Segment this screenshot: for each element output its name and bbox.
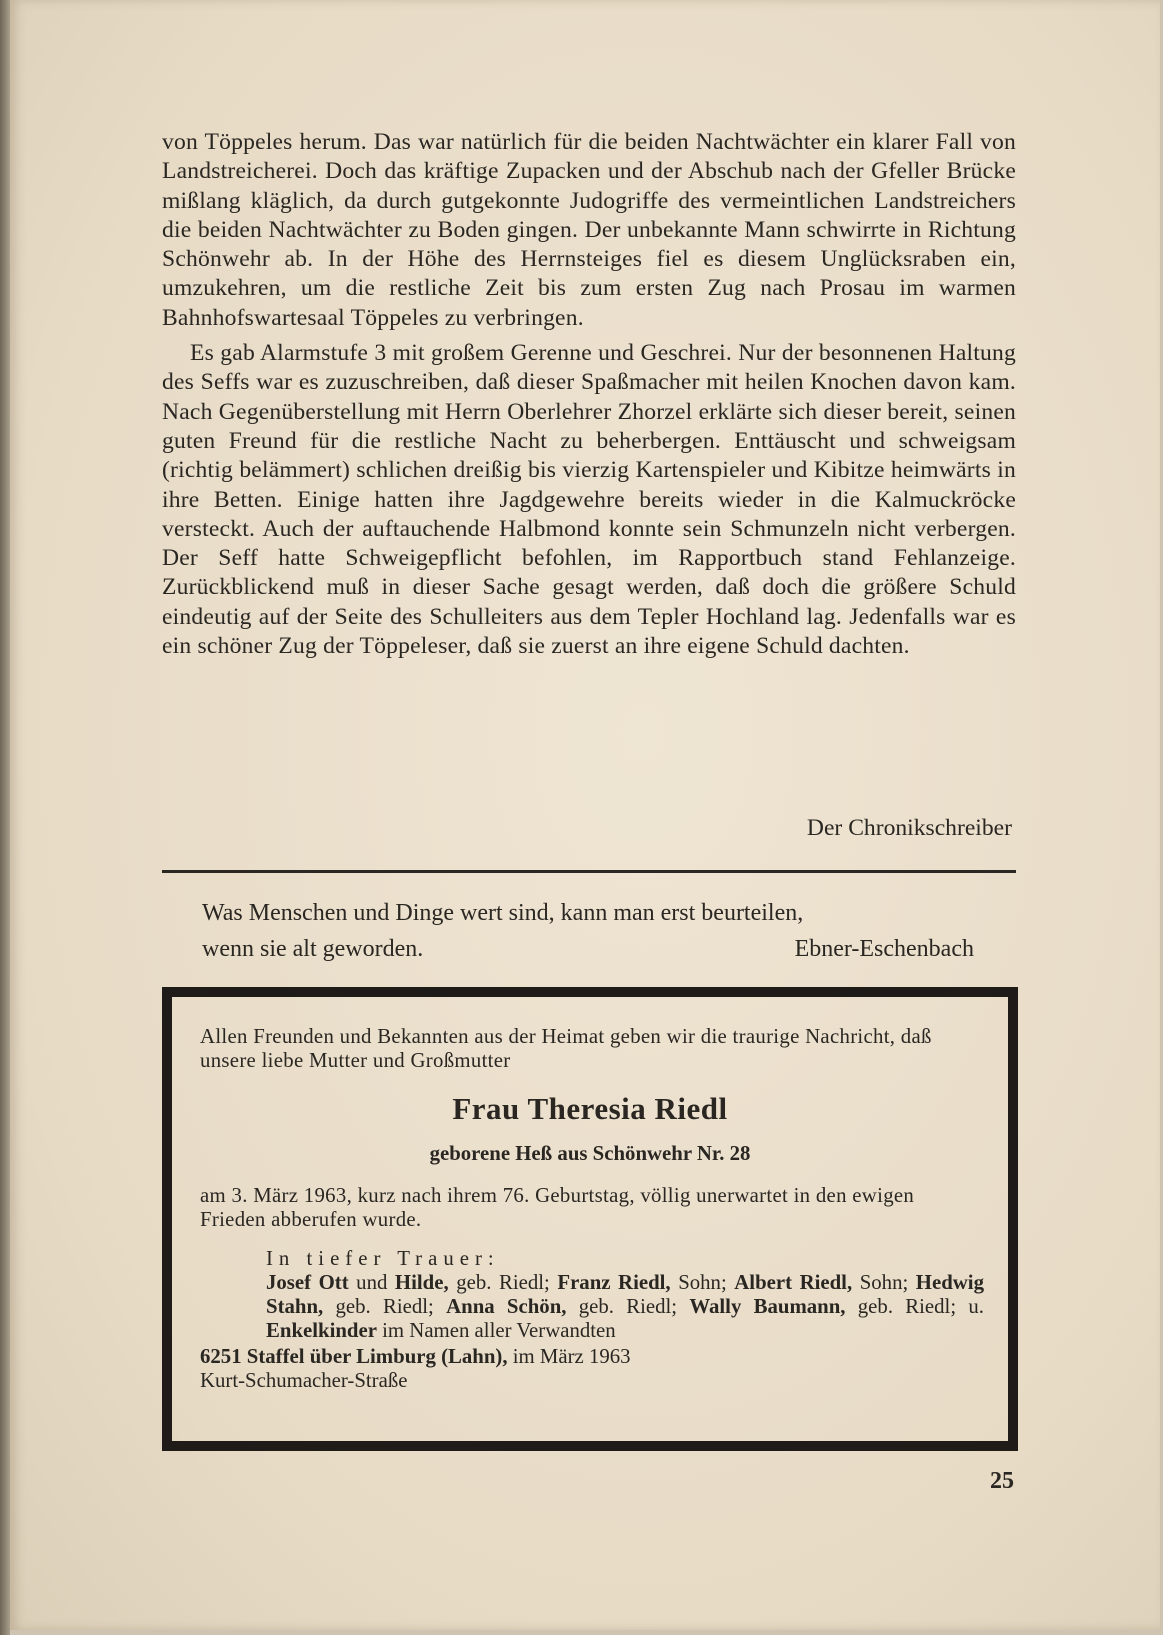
mourner-relation: geb. Riedl; u.: [845, 1295, 984, 1318]
address-location: 6251 Staffel über Limburg (Lahn),: [200, 1345, 508, 1368]
deceased-birth-info: geborene Heß aus Schönwehr Nr. 28: [429, 1142, 751, 1165]
quote-author: Ebner-Eschenbach: [794, 936, 974, 962]
address-date: im März 1963: [507, 1345, 631, 1368]
mourning-heading: In tiefer Trauer:: [266, 1247, 500, 1270]
chronicle-signature: Der Chronikschreiber: [806, 815, 1012, 841]
mourner-relation: Sohn;: [852, 1271, 916, 1294]
mourner-relation: im Namen aller Verwandten: [376, 1319, 616, 1342]
quote-line-1: Was Menschen und Dinge wert sind, kann man erst beurteilen,: [202, 900, 804, 926]
mourner-name: Wally Baumann,: [689, 1295, 846, 1318]
mourner-relation: geb. Riedl;: [566, 1295, 690, 1318]
mourner-relation: Sohn;: [670, 1271, 735, 1294]
section-divider: [162, 870, 1016, 873]
mourners-block: [266, 1247, 984, 1343]
obituary-intro: Allen Freunden und Bekannten aus der Heimat geben wir die traurige Nachricht, daß unsere liebe Mutter und Großmutter: [200, 1025, 932, 1072]
mourner-name: Enkelkinder: [266, 1319, 377, 1342]
chronicle-text: [162, 128, 1016, 661]
quote-block: [202, 895, 974, 967]
mourner-relation: geb. Riedl;: [448, 1271, 558, 1294]
mourner-name: Albert Riedl,: [734, 1271, 853, 1294]
mourner-name: Hedwig Stahn,: [266, 1271, 984, 1318]
mourners-list: [266, 1271, 984, 1343]
mourner-name: Anna Schön,: [446, 1295, 567, 1318]
mourner-name: Hilde,: [394, 1271, 449, 1294]
book-binding-edge: [0, 0, 10, 1635]
paragraph-1: von Töppeles herum. Das war natürlich für die beiden Nachtwächter ein klarer Fall von Landstreicherei. Doch das kräftige Zupacken und der Abschub nach der Gfeller Brücke mißlang kläglich, da durch gutgekonnte Judogriffe des vermeintlichen Landstreichers die beiden Nachtwächter zu Boden gingen. Der unbekannte Mann schwirrte in Richtung Schönwehr ab. In der Höhe des Herrnsteiges fiel es diesem Unglücksraben ein, umzukehren, um die restliche Zeit bis zum ersten Zug nach Prosau im warmen Bahnhofswartesaal Töppeles zu verbringen.: [162, 129, 1016, 331]
book-page: [10, 0, 1160, 1630]
quote-line-2: wenn sie alt geworden.: [202, 936, 424, 962]
address-street: Kurt-Schumacher-Straße: [200, 1369, 408, 1392]
obituary-notice: [162, 987, 1018, 1451]
paragraph-2: Es gab Alarmstufe 3 mit großem Gerenne und Geschrei. Nur der besonnenen Haltung des Seffs war es zuzuschreiben, daß dieser Spaßmacher mit heilen Knochen davon kam. Nach Gegenüberstellung mit Herrn Oberlehrer Zhorzel erklärte sich dieser bereit, seinen guten Freund für die restliche Nacht zu beherbergen. Enttäuscht und schweigsam (richtig belämmert) schlichen dreißig bis vierzig Kartenspieler und Kibitze heimwärts in ihre Betten. Einige hatten ihre Jagdgewehre bereits wieder in die Kalmuckröcke versteckt. Auch der auftauchende Halbmond konnte sein Schmunzeln nicht verbergen. Der Seff hatte Schweigepflicht befohlen, im Rapportbuch stand Fehlanzeige. Zurückblickend muß in dieser Sache gesagt werden, daß doch die größere Schuld eindeutig auf der Seite des Schulleiters aus dem Tepler Hochland lag. Jedenfalls war es ein schöner Zug der Töppeleser, daß sie zuerst an ihre eigene Schuld dachten.: [162, 340, 1016, 660]
mourner-relation: geb. Riedl;: [323, 1295, 447, 1318]
mourner-name: Franz Riedl,: [557, 1271, 671, 1294]
mourner-name: Josef Ott: [266, 1271, 349, 1294]
mourner-relation: und: [348, 1271, 395, 1294]
deceased-name: Frau Theresia Riedl: [452, 1091, 728, 1126]
sender-address: [200, 1345, 980, 1393]
obituary-death-text: am 3. März 1963, kurz nach ihrem 76. Geburtstag, völlig unerwartet in den ewigen Frieden abberufen wurde.: [200, 1184, 915, 1231]
page-number: 25: [990, 1468, 1014, 1494]
